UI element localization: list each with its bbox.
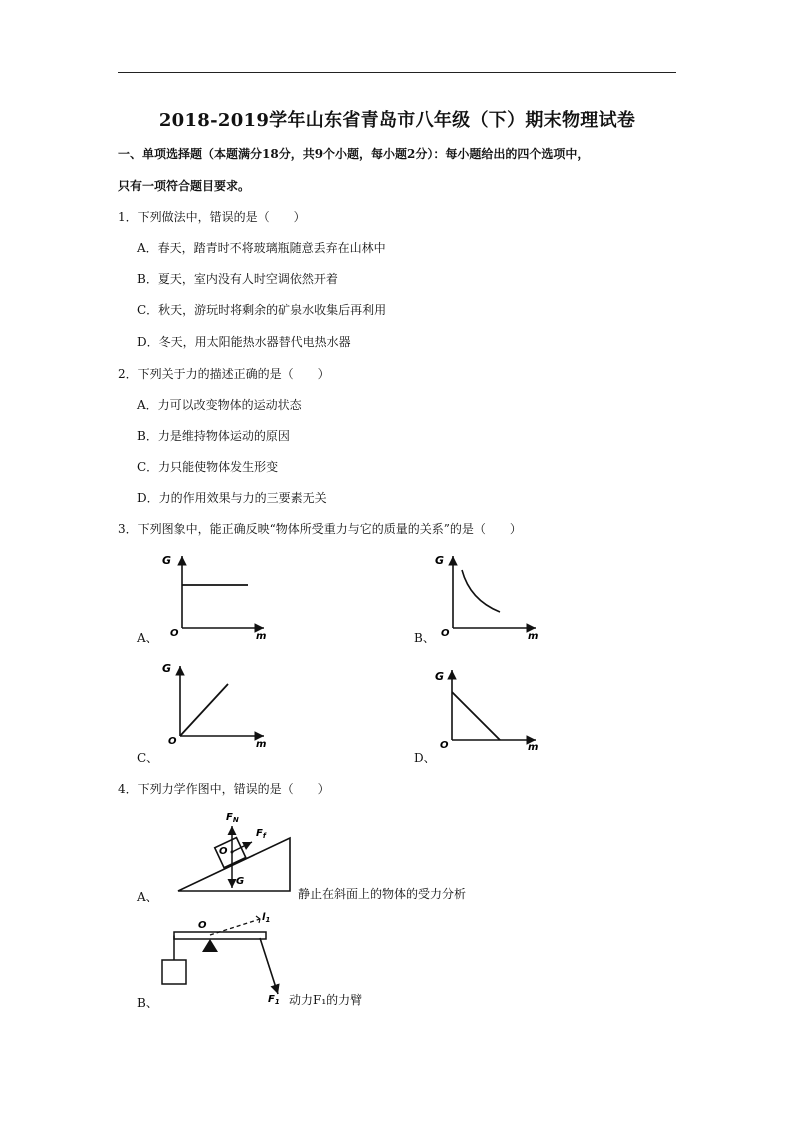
question-4-option-b-label[interactable]: B、 <box>137 996 158 1010</box>
graph-b[interactable] <box>432 548 544 640</box>
graph-b-y-label: G <box>435 554 445 567</box>
question-1-stem: 1．下列做法中，错误的是（ ） <box>118 210 306 224</box>
question-3-stem: 3．下列图象中，能正确反映“物体所受重力与它的质量的关系”的是（ ） <box>118 522 522 536</box>
graph-b-x-label: m <box>528 631 539 640</box>
ff-label: $F_f$ <box>256 828 266 840</box>
question-3-option-a-label[interactable]: A、 <box>137 631 158 645</box>
lever-bar <box>174 932 266 939</box>
page-title: 2018-2019学年山东省青岛市八年级（下）期末物理试卷 <box>158 110 636 131</box>
question-4-stem: 4．下列力学作图中，错误的是（ ） <box>118 782 330 796</box>
force-f1-arrow <box>260 938 278 994</box>
section-instruction-line2: 只有一项符合题目要求。 <box>118 179 251 193</box>
graph-b-origin: O <box>441 628 450 639</box>
question-1-option-a[interactable]: A．春天，踏青时不将玻璃瓶随意丢弃在山林中 <box>137 241 386 255</box>
figure-lever[interactable] <box>156 908 292 1004</box>
graph-a[interactable] <box>160 548 272 640</box>
figure-incline[interactable] <box>172 808 296 900</box>
question-2-option-b[interactable]: B．力是维持物体运动的原因 <box>137 429 290 443</box>
graph-c[interactable] <box>160 658 272 758</box>
question-2-option-d[interactable]: D．力的作用效果与力的三要素无关 <box>137 491 327 505</box>
graph-d[interactable] <box>432 662 544 754</box>
graph-c-x-label: m <box>256 739 267 750</box>
graph-c-curve <box>180 684 228 736</box>
graph-d-curve <box>452 692 500 740</box>
o-label: O <box>219 846 228 857</box>
question-3-option-b-label[interactable]: B、 <box>414 631 435 645</box>
graph-d-origin: O <box>440 740 449 751</box>
fulcrum <box>202 939 218 952</box>
question-4-option-a-caption: 静止在斜面上的物体的受力分析 <box>298 887 467 901</box>
question-3-option-d-label[interactable]: D、 <box>414 751 436 765</box>
l1-label: $l_1$ <box>262 912 271 924</box>
graph-a-x-label: m <box>256 631 267 640</box>
question-1-option-b[interactable]: B．夏天，室内没有人时空调依然开着 <box>137 272 338 286</box>
question-2-stem: 2．下列关于力的描述正确的是（ ） <box>118 367 330 381</box>
graph-d-x-label: m <box>528 742 539 753</box>
graph-a-y-label: G <box>162 554 172 567</box>
question-2-option-a[interactable]: A．力可以改变物体的运动状态 <box>137 398 302 412</box>
graph-a-origin: O <box>170 628 179 639</box>
fn-label: $F_N$ <box>226 812 239 824</box>
lever-o-label: O <box>198 920 207 931</box>
header-rule <box>118 72 676 73</box>
graph-c-y-label: G <box>162 662 172 675</box>
graph-c-origin: O <box>168 736 177 747</box>
question-3-option-c-label[interactable]: C、 <box>137 751 159 765</box>
f1-label: $F_1$ <box>268 994 280 1004</box>
lever-weight <box>162 960 186 984</box>
question-1-option-d[interactable]: D．冬天，用太阳能热水器替代电热水器 <box>137 335 351 349</box>
question-2-option-c[interactable]: C．力只能使物体发生形变 <box>137 460 279 474</box>
section-instruction-line1: 一、单项选择题（本题满分18分，共9个小题，每小题2分）：每小题给出的四个选项中， <box>118 147 590 161</box>
graph-d-y-label: G <box>435 670 445 683</box>
question-1-option-c[interactable]: C．秋天，游玩时将剩余的矿泉水收集后再利用 <box>137 303 387 317</box>
question-4-option-a-label[interactable]: A、 <box>137 890 158 904</box>
question-4-option-b-caption: 动力F₁的力臂 <box>289 993 363 1007</box>
graph-b-curve <box>462 570 500 612</box>
g-label: G <box>236 876 245 887</box>
